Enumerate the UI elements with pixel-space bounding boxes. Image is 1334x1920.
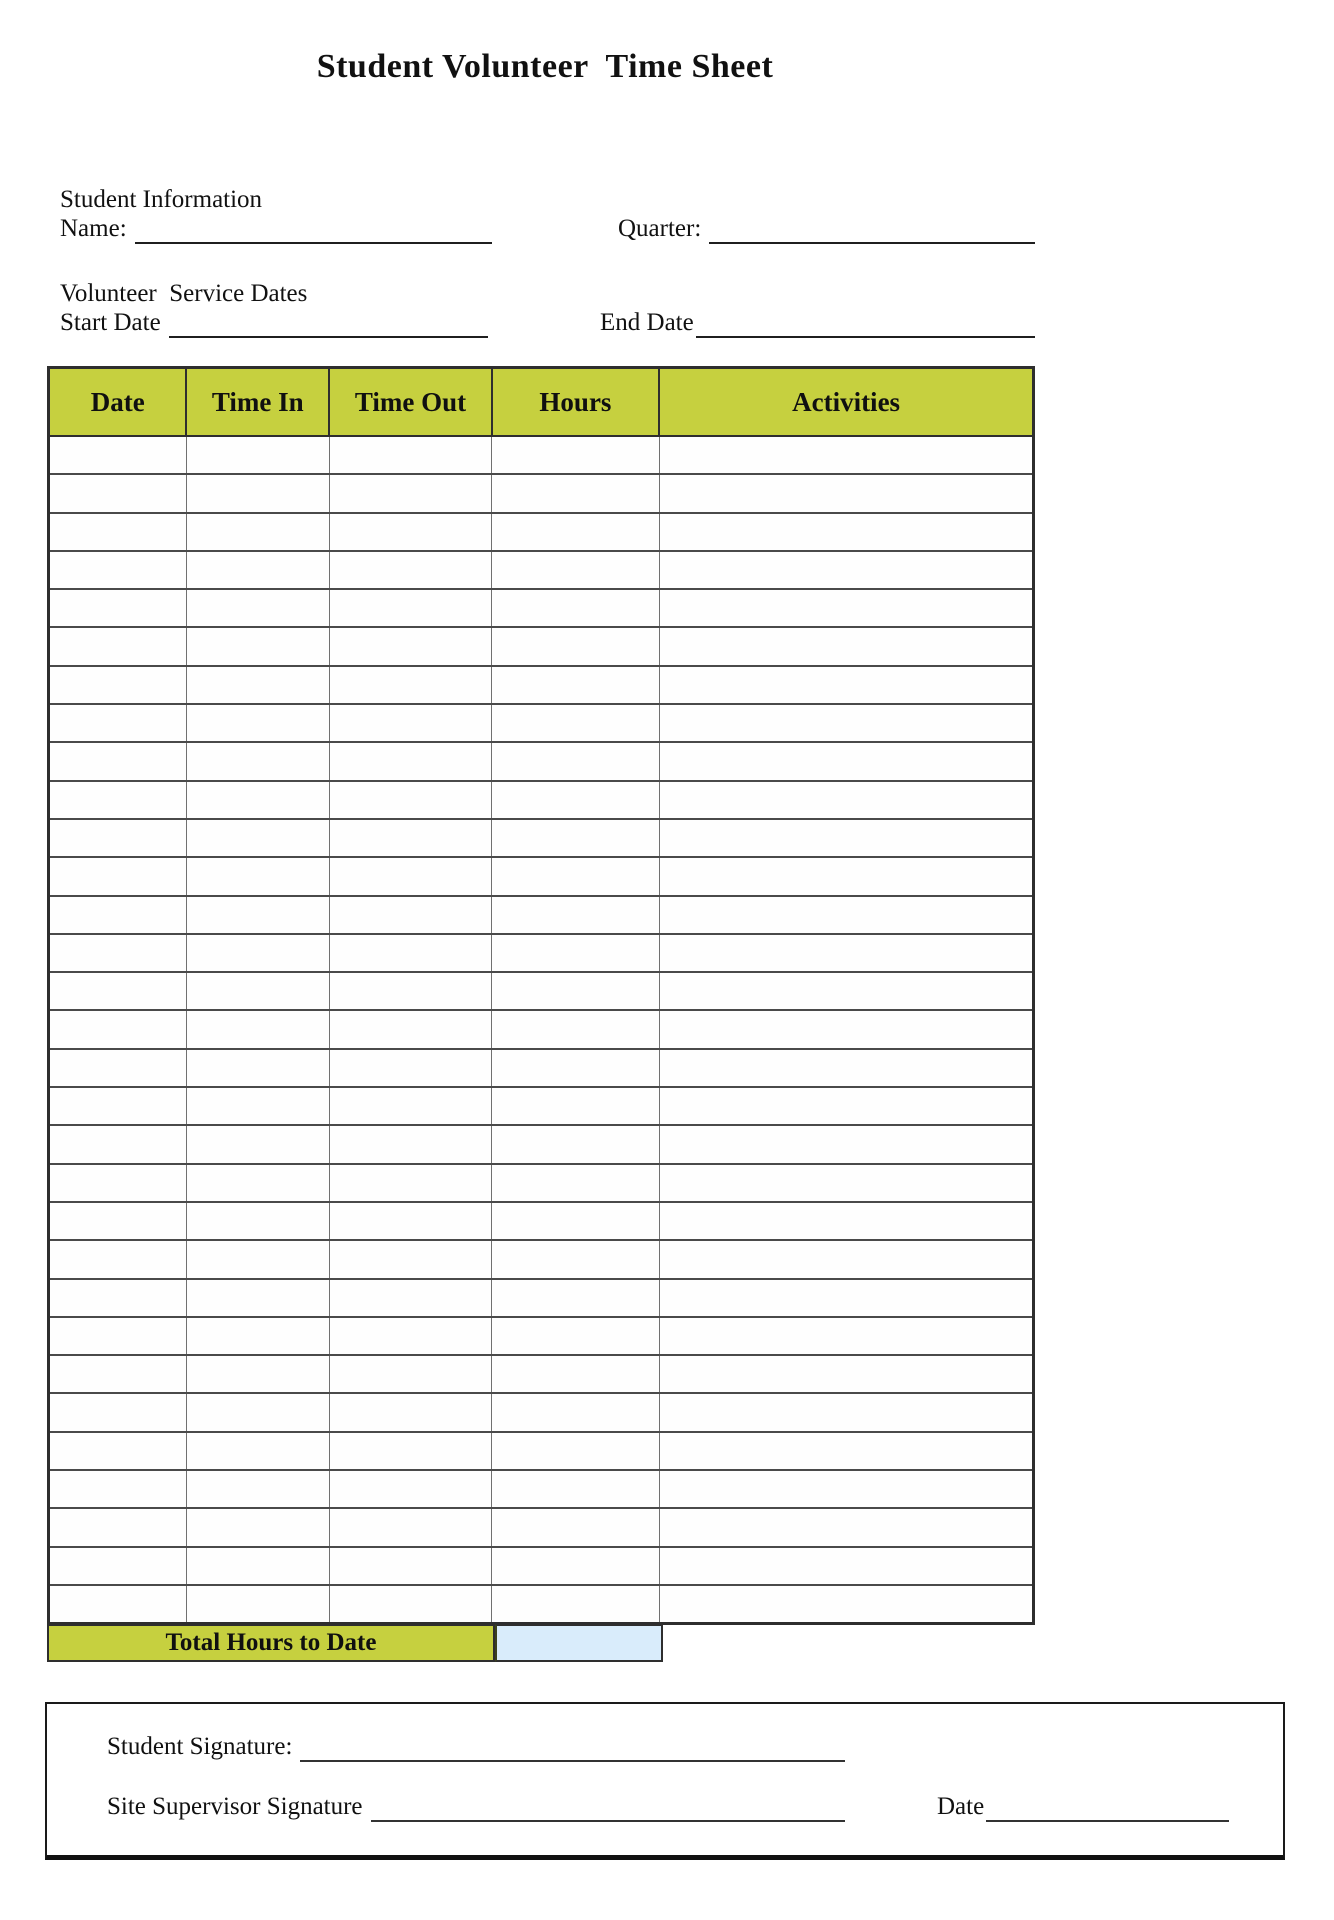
cell-date[interactable] <box>49 1240 187 1278</box>
cell-time-in[interactable] <box>186 474 329 512</box>
cell-date[interactable] <box>49 1202 187 1240</box>
total-row <box>47 1624 663 1662</box>
cell-hours[interactable] <box>492 742 659 780</box>
table-header-row <box>49 368 1034 437</box>
cell-activities[interactable] <box>659 704 1033 742</box>
cell-time-out[interactable] <box>329 781 492 819</box>
table-row <box>49 1164 1034 1202</box>
cell-hours[interactable] <box>492 513 659 551</box>
cell-date[interactable] <box>49 1279 187 1317</box>
cell-time-in[interactable] <box>186 666 329 704</box>
cell-activities[interactable] <box>659 1355 1033 1393</box>
table-row <box>49 1470 1034 1508</box>
table-row <box>49 742 1034 780</box>
cell-date[interactable] <box>49 589 187 627</box>
cell-time-in[interactable] <box>186 1432 329 1470</box>
page-title: Student Volunteer Time Sheet <box>316 48 774 85</box>
table-row <box>49 436 1034 474</box>
start-date-field[interactable] <box>169 308 488 338</box>
cell-activities[interactable] <box>659 474 1033 512</box>
cell-activities[interactable] <box>659 742 1033 780</box>
cell-time-in[interactable] <box>186 1508 329 1546</box>
cell-time-out[interactable] <box>329 474 492 512</box>
cell-time-in[interactable] <box>186 1087 329 1125</box>
signature-box <box>45 1702 1285 1860</box>
cell-activities[interactable] <box>659 1432 1033 1470</box>
cell-date[interactable] <box>49 1164 187 1202</box>
cell-hours[interactable] <box>492 857 659 895</box>
table-row <box>49 1393 1034 1431</box>
cell-hours[interactable] <box>492 1547 659 1585</box>
cell-hours[interactable] <box>492 781 659 819</box>
cell-time-out[interactable] <box>329 513 492 551</box>
cell-hours[interactable] <box>492 1317 659 1355</box>
cell-date[interactable] <box>49 857 187 895</box>
cell-date[interactable] <box>49 1508 187 1546</box>
cell-date[interactable] <box>49 781 187 819</box>
cell-time-out[interactable] <box>329 1432 492 1470</box>
service-dates-heading: Volunteer Service Dates <box>60 280 308 307</box>
cell-hours[interactable] <box>492 1585 659 1624</box>
cell-time-out[interactable] <box>329 551 492 589</box>
cell-hours[interactable] <box>492 896 659 934</box>
cell-hours[interactable] <box>492 704 659 742</box>
table-row <box>49 857 1034 895</box>
cell-hours[interactable] <box>492 1087 659 1125</box>
cell-date[interactable] <box>49 1432 187 1470</box>
cell-time-in[interactable] <box>186 1202 329 1240</box>
cell-activities[interactable] <box>659 1508 1033 1546</box>
table-row <box>49 1087 1034 1125</box>
table-row <box>49 1508 1034 1546</box>
table-row <box>49 627 1034 665</box>
cell-time-in[interactable] <box>186 742 329 780</box>
cell-hours[interactable] <box>492 627 659 665</box>
cell-time-in[interactable] <box>186 1010 329 1048</box>
cell-hours[interactable] <box>492 1240 659 1278</box>
cell-activities[interactable] <box>659 857 1033 895</box>
cell-time-out[interactable] <box>329 589 492 627</box>
cell-time-in[interactable] <box>186 1240 329 1278</box>
cell-hours[interactable] <box>492 934 659 972</box>
student-info-heading: Student Information <box>60 186 263 213</box>
cell-activities[interactable] <box>659 551 1033 589</box>
cell-time-out[interactable] <box>329 1470 492 1508</box>
cell-activities[interactable] <box>659 1470 1033 1508</box>
table-row <box>49 551 1034 589</box>
cell-hours[interactable] <box>492 1470 659 1508</box>
cell-time-out[interactable] <box>329 742 492 780</box>
cell-time-in[interactable] <box>186 1393 329 1431</box>
table-row <box>49 972 1034 1010</box>
cell-time-out[interactable] <box>329 1547 492 1585</box>
cell-hours[interactable] <box>492 1010 659 1048</box>
cell-date[interactable] <box>49 1585 187 1624</box>
cell-activities[interactable] <box>659 972 1033 1010</box>
cell-time-in[interactable] <box>186 436 329 474</box>
cell-time-in[interactable] <box>186 857 329 895</box>
cell-time-out[interactable] <box>329 972 492 1010</box>
timesheet-body <box>49 436 1034 1624</box>
cell-time-in[interactable] <box>186 819 329 857</box>
column-header-hours: Hours <box>492 368 659 437</box>
table-row <box>49 1049 1034 1087</box>
table-row <box>49 666 1034 704</box>
column-header-time-in: Time In <box>186 368 329 437</box>
cell-date[interactable] <box>49 1125 187 1163</box>
cell-activities[interactable] <box>659 1547 1033 1585</box>
cell-time-out[interactable] <box>329 1164 492 1202</box>
cell-date[interactable] <box>49 1010 187 1048</box>
cell-date[interactable] <box>49 934 187 972</box>
end-date-field[interactable] <box>696 308 1035 338</box>
student-signature-label: Student Signature: <box>107 1733 293 1760</box>
cell-hours[interactable] <box>492 819 659 857</box>
end-date-label: End Date <box>600 309 694 336</box>
cell-time-in[interactable] <box>186 934 329 972</box>
cell-time-in[interactable] <box>186 1317 329 1355</box>
cell-hours[interactable] <box>492 1508 659 1546</box>
cell-time-out[interactable] <box>329 1355 492 1393</box>
cell-activities[interactable] <box>659 1585 1033 1624</box>
cell-date[interactable] <box>49 1547 187 1585</box>
cell-activities[interactable] <box>659 1164 1033 1202</box>
table-row <box>49 589 1034 627</box>
cell-hours[interactable] <box>492 589 659 627</box>
signature-date-label: Date <box>937 1793 985 1820</box>
cell-hours[interactable] <box>492 1202 659 1240</box>
cell-time-out[interactable] <box>329 857 492 895</box>
cell-activities[interactable] <box>659 513 1033 551</box>
cell-hours[interactable] <box>492 1164 659 1202</box>
signature-date-field[interactable] <box>986 1792 1229 1822</box>
cell-activities[interactable] <box>659 627 1033 665</box>
cell-time-out[interactable] <box>329 934 492 972</box>
cell-time-out[interactable] <box>329 1087 492 1125</box>
cell-activities[interactable] <box>659 934 1033 972</box>
cell-activities[interactable] <box>659 1202 1033 1240</box>
cell-time-out[interactable] <box>329 1393 492 1431</box>
cell-date[interactable] <box>49 436 187 474</box>
cell-time-in[interactable] <box>186 627 329 665</box>
table-row <box>49 1432 1034 1470</box>
column-header-time-out: Time Out <box>329 368 492 437</box>
table-row <box>49 819 1034 857</box>
cell-activities[interactable] <box>659 666 1033 704</box>
cell-date[interactable] <box>49 1470 187 1508</box>
cell-activities[interactable] <box>659 781 1033 819</box>
cell-hours[interactable] <box>492 1393 659 1431</box>
column-header-activities: Activities <box>659 368 1033 437</box>
cell-activities[interactable] <box>659 1393 1033 1431</box>
cell-time-out[interactable] <box>329 896 492 934</box>
supervisor-signature-label: Site Supervisor Signature <box>107 1793 363 1820</box>
table-row <box>49 1202 1034 1240</box>
start-date-label: Start Date <box>60 309 161 336</box>
cell-date[interactable] <box>49 972 187 1010</box>
student-signature-field[interactable] <box>300 1732 845 1762</box>
cell-activities[interactable] <box>659 819 1033 857</box>
table-row <box>49 934 1034 972</box>
cell-activities[interactable] <box>659 1240 1033 1278</box>
cell-date[interactable] <box>49 819 187 857</box>
cell-time-out[interactable] <box>329 1125 492 1163</box>
name-label: Name: <box>60 215 127 242</box>
cell-time-out[interactable] <box>329 436 492 474</box>
table-row <box>49 1585 1034 1624</box>
cell-time-in[interactable] <box>186 1470 329 1508</box>
cell-activities[interactable] <box>659 1125 1033 1163</box>
table-row <box>49 1125 1034 1163</box>
cell-activities[interactable] <box>659 1049 1033 1087</box>
cell-activities[interactable] <box>659 1317 1033 1355</box>
cell-date[interactable] <box>49 742 187 780</box>
cell-time-out[interactable] <box>329 704 492 742</box>
cell-time-in[interactable] <box>186 589 329 627</box>
cell-time-out[interactable] <box>329 1240 492 1278</box>
cell-time-in[interactable] <box>186 1355 329 1393</box>
cell-date[interactable] <box>49 1087 187 1125</box>
cell-hours[interactable] <box>492 1355 659 1393</box>
cell-activities[interactable] <box>659 436 1033 474</box>
cell-date[interactable] <box>49 1393 187 1431</box>
table-row <box>49 1279 1034 1317</box>
cell-hours[interactable] <box>492 1432 659 1470</box>
cell-time-out[interactable] <box>329 1585 492 1624</box>
quarter-label: Quarter: <box>618 215 702 242</box>
quarter-field[interactable] <box>709 214 1035 244</box>
table-row <box>49 896 1034 934</box>
table-row <box>49 781 1034 819</box>
table-row <box>49 1547 1034 1585</box>
cell-time-in[interactable] <box>186 513 329 551</box>
cell-date[interactable] <box>49 474 187 512</box>
cell-date[interactable] <box>49 896 187 934</box>
name-field[interactable] <box>135 214 492 244</box>
total-hours-value-cell[interactable] <box>495 1624 663 1662</box>
cell-date[interactable] <box>49 513 187 551</box>
cell-hours[interactable] <box>492 1049 659 1087</box>
table-row <box>49 513 1034 551</box>
cell-date[interactable] <box>49 627 187 665</box>
cell-date[interactable] <box>49 666 187 704</box>
cell-time-out[interactable] <box>329 1508 492 1546</box>
timesheet-table <box>47 366 1035 1625</box>
cell-hours[interactable] <box>492 474 659 512</box>
cell-activities[interactable] <box>659 1279 1033 1317</box>
cell-hours[interactable] <box>492 666 659 704</box>
cell-date[interactable] <box>49 1355 187 1393</box>
total-hours-label: Total Hours to Date <box>47 1624 495 1662</box>
supervisor-signature-field[interactable] <box>371 1792 845 1822</box>
cell-time-in[interactable] <box>186 1279 329 1317</box>
cell-hours[interactable] <box>492 551 659 589</box>
cell-time-in[interactable] <box>186 1547 329 1585</box>
cell-time-in[interactable] <box>186 781 329 819</box>
cell-time-in[interactable] <box>186 1164 329 1202</box>
table-row <box>49 474 1034 512</box>
cell-date[interactable] <box>49 704 187 742</box>
cell-date[interactable] <box>49 1049 187 1087</box>
cell-hours[interactable] <box>492 1125 659 1163</box>
cell-time-out[interactable] <box>329 1010 492 1048</box>
column-header-date: Date <box>49 368 187 437</box>
cell-hours[interactable] <box>492 972 659 1010</box>
table-row <box>49 704 1034 742</box>
cell-hours[interactable] <box>492 436 659 474</box>
cell-time-out[interactable] <box>329 819 492 857</box>
cell-time-out[interactable] <box>329 666 492 704</box>
cell-date[interactable] <box>49 551 187 589</box>
cell-activities[interactable] <box>659 896 1033 934</box>
cell-time-out[interactable] <box>329 1279 492 1317</box>
cell-time-in[interactable] <box>186 1049 329 1087</box>
cell-time-out[interactable] <box>329 1202 492 1240</box>
cell-time-in[interactable] <box>186 972 329 1010</box>
table-row <box>49 1317 1034 1355</box>
cell-time-in[interactable] <box>186 1125 329 1163</box>
cell-hours[interactable] <box>492 1279 659 1317</box>
cell-time-out[interactable] <box>329 1317 492 1355</box>
table-row <box>49 1010 1034 1048</box>
table-row <box>49 1355 1034 1393</box>
cell-time-in[interactable] <box>186 896 329 934</box>
cell-time-in[interactable] <box>186 1585 329 1624</box>
cell-time-out[interactable] <box>329 1049 492 1087</box>
cell-activities[interactable] <box>659 589 1033 627</box>
cell-time-out[interactable] <box>329 627 492 665</box>
cell-time-in[interactable] <box>186 551 329 589</box>
cell-time-in[interactable] <box>186 704 329 742</box>
cell-date[interactable] <box>49 1317 187 1355</box>
cell-activities[interactable] <box>659 1087 1033 1125</box>
table-row <box>49 1240 1034 1278</box>
cell-activities[interactable] <box>659 1010 1033 1048</box>
